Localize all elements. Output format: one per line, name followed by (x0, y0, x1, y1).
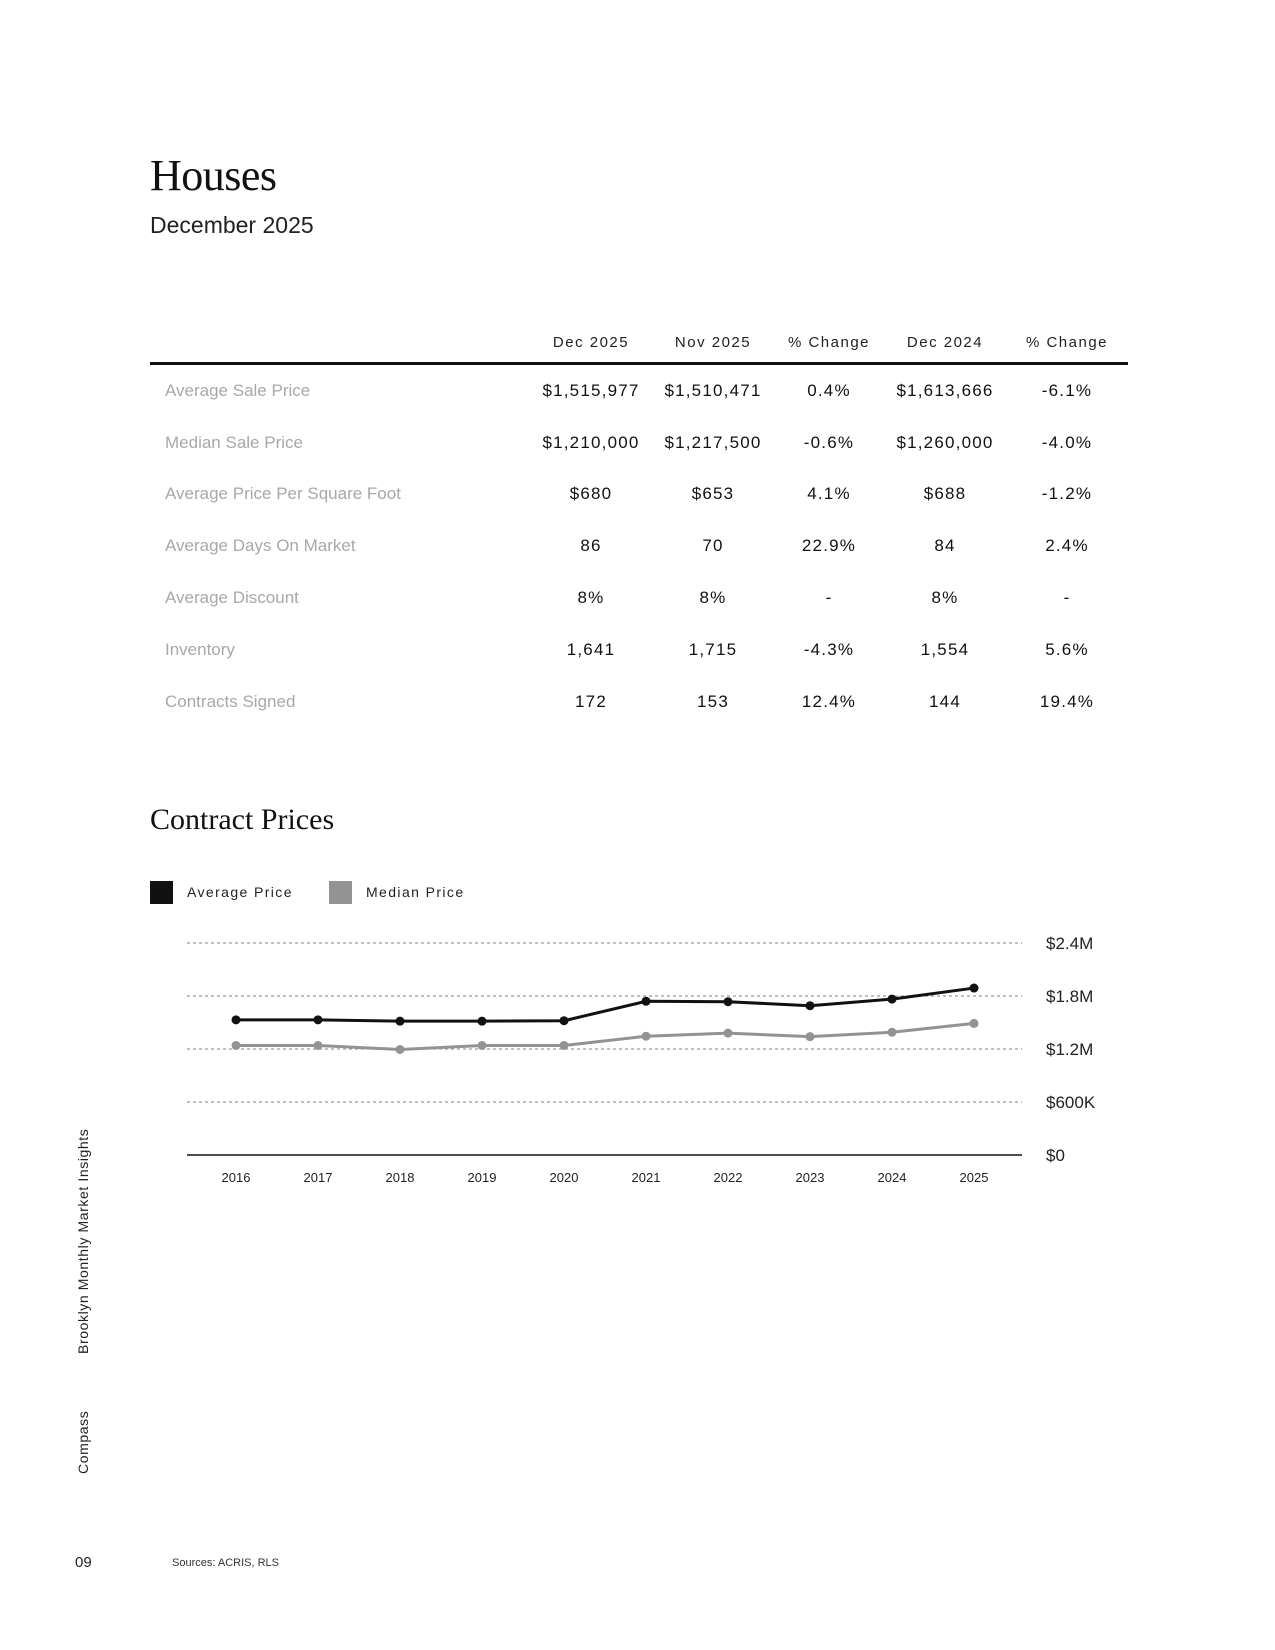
table-cell: -4.0% (1041, 432, 1093, 452)
table-row (150, 624, 1128, 676)
table-cell: $1,613,666 (896, 380, 994, 400)
data-point-average (560, 1016, 569, 1025)
x-tick-label: 2017 (303, 1170, 333, 1185)
x-tick-label: 2019 (467, 1170, 497, 1185)
data-point-median (232, 1041, 241, 1050)
legend-swatch-median (329, 881, 352, 904)
table-row (150, 520, 1128, 572)
table-cell: - (825, 588, 833, 608)
data-point-median (970, 1019, 979, 1028)
table-cell: $1,217,500 (664, 432, 762, 452)
table-cell: 12.4% (801, 691, 857, 711)
table-row (150, 572, 1128, 624)
page-subtitle: December 2025 (150, 212, 314, 238)
metrics-table (150, 322, 1128, 728)
data-point-median (478, 1041, 487, 1050)
legend-label-average: Average Price (187, 884, 293, 900)
legend-item-average (150, 880, 293, 904)
y-tick-label: $2.4M (1046, 934, 1094, 953)
data-point-median (724, 1029, 733, 1038)
x-tick-label: 2018 (385, 1170, 415, 1185)
table-cell: - (1063, 588, 1071, 608)
x-tick-label: 2023 (795, 1170, 825, 1185)
legend-swatch-average (150, 881, 173, 904)
x-tick-label: 2024 (877, 1170, 907, 1185)
x-tick-label: 2025 (959, 1170, 989, 1185)
table-cell: 84 (934, 536, 956, 556)
y-tick-label: $1.2M (1046, 1040, 1094, 1059)
table-cell: -1.2% (1041, 484, 1093, 504)
table-cell: $680 (569, 484, 613, 504)
table-cell: -0.6% (803, 432, 855, 452)
column-header-dec-2024: Dec 2024 (884, 322, 1006, 364)
table-cell: $1,210,000 (542, 432, 640, 452)
data-point-average (232, 1015, 241, 1024)
table-cell: $1,510,471 (664, 380, 762, 400)
data-point-average (806, 1001, 815, 1010)
table-cell: 8% (577, 588, 605, 608)
x-tick-label: 2021 (631, 1170, 661, 1185)
table-cell: 2.4% (1045, 536, 1089, 556)
table-cell: -6.1% (1041, 380, 1093, 400)
data-point-average (314, 1015, 323, 1024)
table-cell: 19.4% (1039, 691, 1095, 711)
table-cell: $653 (691, 484, 735, 504)
table-cell: 153 (697, 691, 729, 711)
table-cell: 1,641 (566, 639, 616, 659)
sources-note: Sources: ACRIS, RLS (172, 1557, 279, 1569)
table-cell: 22.9% (801, 536, 857, 556)
table-cell: 70 (702, 536, 724, 556)
data-point-average (478, 1017, 487, 1026)
table-row (150, 364, 1128, 417)
brand-name: Compass (75, 1410, 91, 1474)
x-tick-label: 2016 (221, 1170, 251, 1185)
column-header-dec-2025: Dec 2025 (530, 322, 652, 364)
data-point-median (888, 1028, 897, 1037)
data-point-average (642, 997, 651, 1006)
row-label: Inventory (165, 639, 235, 659)
data-point-median (806, 1032, 815, 1041)
x-tick-label: 2020 (549, 1170, 579, 1185)
table-cell: 86 (580, 536, 602, 556)
table-cell: 1,554 (920, 639, 970, 659)
row-label: Contracts Signed (165, 691, 296, 711)
table-cell: 172 (575, 691, 607, 711)
data-point-average (724, 997, 733, 1006)
table-cell: 5.6% (1045, 639, 1089, 659)
metrics-table-body (150, 364, 1128, 728)
x-tick-label: 2022 (713, 1170, 743, 1185)
row-label: Average Price Per Square Foot (165, 484, 401, 504)
data-point-average (970, 984, 979, 993)
y-tick-label: $1.8M (1046, 987, 1094, 1006)
table-cell: $688 (923, 484, 967, 504)
data-point-median (560, 1041, 569, 1050)
row-label: Median Sale Price (165, 432, 303, 452)
column-header-nov-2025: Nov 2025 (652, 322, 774, 364)
table-cell: 0.4% (807, 380, 851, 400)
metrics-table-header (150, 322, 1128, 364)
report-name: Brooklyn Monthly Market Insights (75, 1128, 91, 1354)
data-point-median (314, 1041, 323, 1050)
data-point-median (396, 1045, 405, 1054)
table-cell: 144 (929, 691, 961, 711)
data-point-median (642, 1032, 651, 1041)
column-header-change-month: % Change (774, 322, 884, 364)
column-header-metric (150, 322, 530, 364)
page-number: 09 (75, 1554, 92, 1571)
table-cell: -4.3% (803, 639, 855, 659)
y-tick-label: $600K (1046, 1093, 1096, 1112)
table-row (150, 417, 1128, 469)
series-line-average (236, 988, 974, 1021)
chart-title: Contract Prices (150, 803, 335, 836)
data-point-average (396, 1017, 405, 1026)
table-row (150, 469, 1128, 521)
row-label: Average Sale Price (165, 380, 311, 400)
table-row (150, 676, 1128, 728)
table-cell: 8% (931, 588, 959, 608)
y-tick-label: $0 (1046, 1146, 1065, 1165)
table-cell: 4.1% (807, 484, 851, 504)
table-cell: $1,260,000 (896, 432, 994, 452)
table-cell: 8% (699, 588, 727, 608)
series-line-median (236, 1023, 974, 1049)
table-cell: $1,515,977 (542, 380, 640, 400)
row-label: Average Discount (165, 588, 299, 608)
column-header-change-year: % Change (1006, 322, 1128, 364)
row-label: Average Days On Market (165, 536, 356, 556)
data-point-average (888, 995, 897, 1004)
page-title: Houses (150, 151, 277, 200)
legend-item-median (329, 880, 465, 904)
legend-label-median: Median Price (366, 884, 465, 900)
table-cell: 1,715 (688, 639, 738, 659)
